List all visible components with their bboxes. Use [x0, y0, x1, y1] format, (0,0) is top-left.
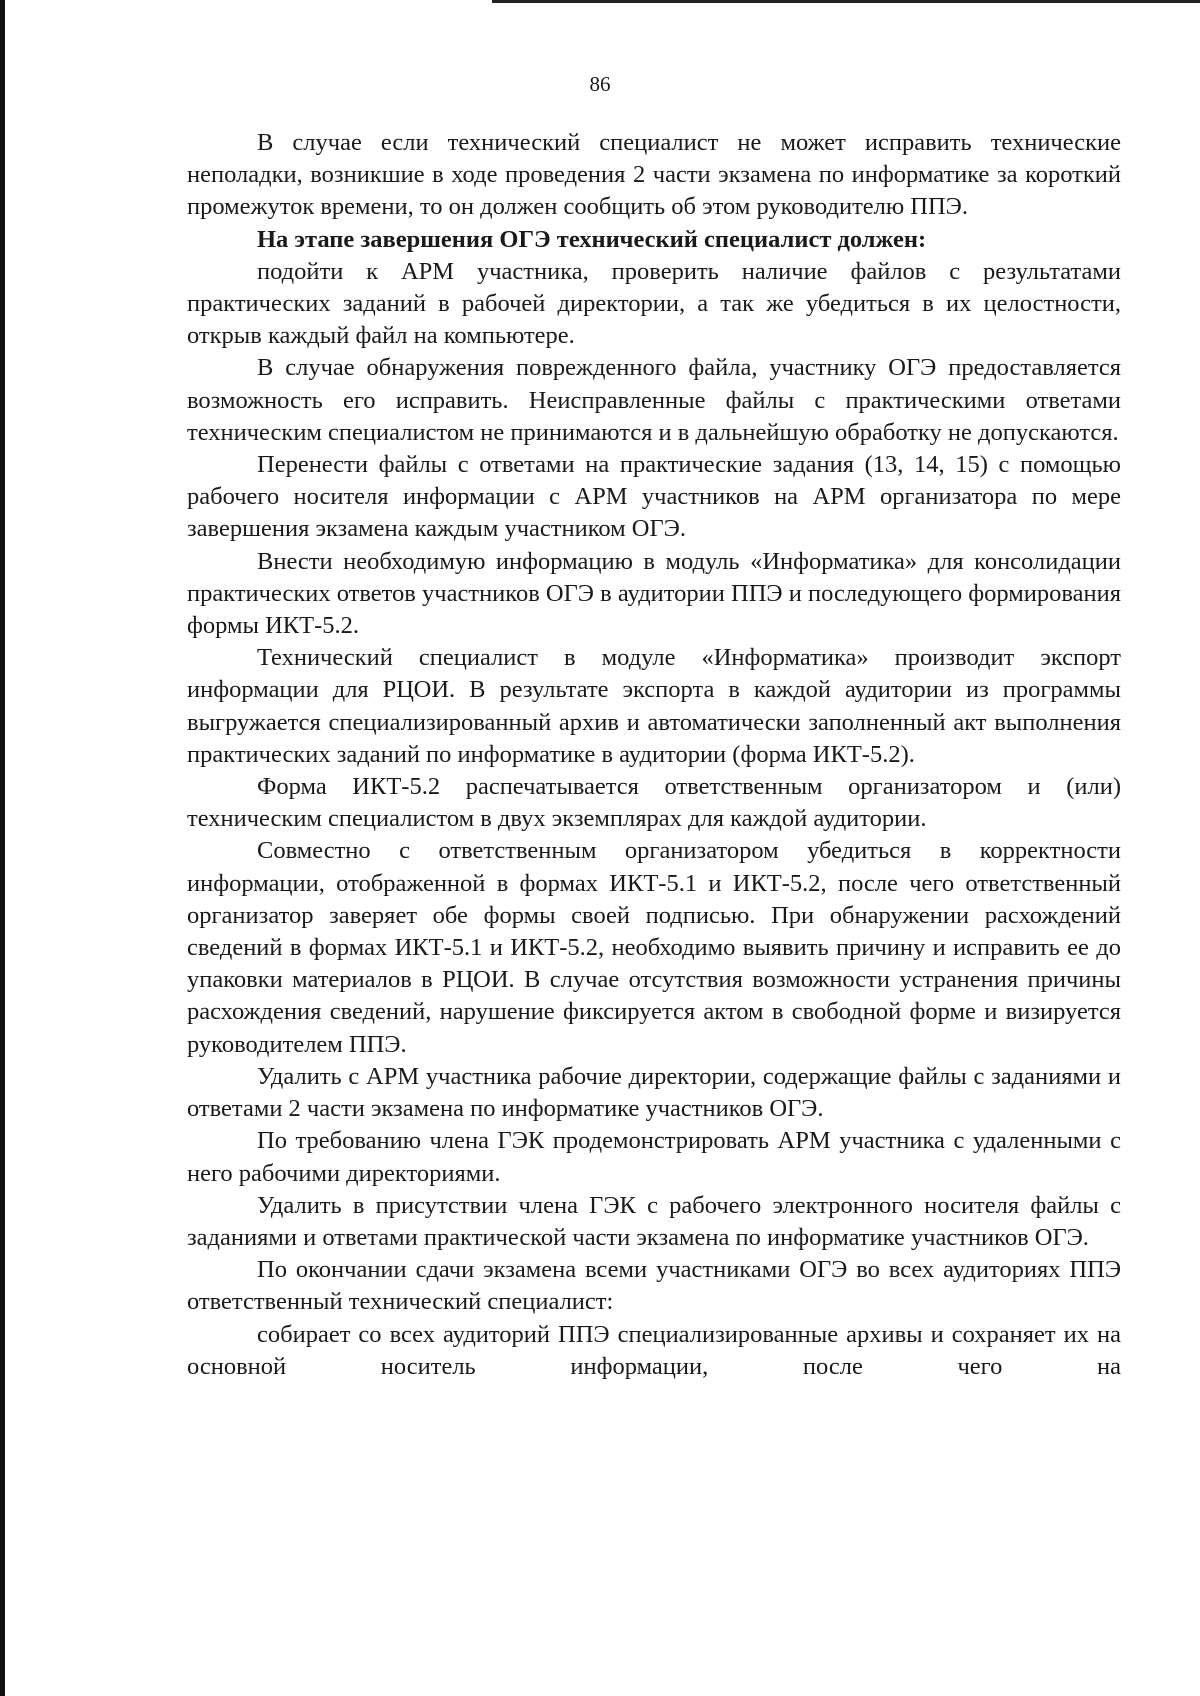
paragraph-export: Технический специалист в модуле «Информатика» производит экспорт информации для РЦОИ. В результате экспорта в каждой аудитории из программы выгружается специализированный архив и автоматически заполненный акт выполнения практических заданий по информатике в аудитории (форма ИКТ-5.2).: [187, 644, 1121, 768]
paragraph-delete-directories: Удалить с АРМ участника рабочие директории, содержащие файлы с заданиями и ответами 2 части экзамена по информатике участников ОГЭ.: [187, 1062, 1121, 1123]
paragraph-transfer-files: Перенести файлы с ответами на практические задания (13, 14, 15) с помощью рабочего носителя информации с АРМ участников на АРМ организатора по мере завершения экзамена каждым участником ОГЭ.: [187, 451, 1121, 543]
paragraph-collect-archives: собирает со всех аудиторий ППЭ специализированные архивы и сохраняет их на основной носитель информации, после чего на: [187, 1320, 1121, 1380]
section-heading-exam-completion: На этапе завершения ОГЭ технический специалист должен:: [257, 225, 927, 253]
paragraph-damaged-file: В случае обнаружения поврежденного файла, участнику ОГЭ предоставляется возможность его исправить. Неисправленные файлы с практическими ответами техническим специалистом не принимаются и в дальнейшую обработку не допускаются.: [187, 354, 1121, 446]
scan-top-border: [492, 0, 1200, 3]
page-number: 86: [589, 72, 611, 96]
paragraph-verify-forms: Совместно с ответственным организатором убедиться в корректности информации, отображенной в формах ИКТ-5.1 и ИКТ-5.2, после чего ответственный организатор заверяет обе формы своей подписью. При обнаружении расхождений сведений в формах ИКТ-5.1 и ИКТ-5.2, необходимо выявить причину и исправить ее до упаковки материалов в РЦОИ. В случае отсутствия возможности устранения причины расхождения сведений, нарушение фиксируется актом в свободной форме и визируется руководителем ППЭ.: [187, 837, 1121, 1058]
paragraph-after-exam: По окончании сдачи экзамена всеми участниками ОГЭ во всех аудиториях ППЭ ответственный технический специалист:: [187, 1256, 1121, 1316]
paragraph-demonstrate: По требованию члена ГЭК продемонстрировать АРМ участника с удаленными с него рабочими директориями.: [187, 1127, 1121, 1187]
scan-left-border: [0, 0, 5, 1696]
document-body: [187, 127, 1121, 1383]
paragraph-delete-from-media: Удалить в присутствии члена ГЭК с рабочего электронного носителя файлы с заданиями и ответами практической части экзамена по информатике участников ОГЭ.: [187, 1191, 1121, 1251]
paragraph-technical-issues: В случае если технический специалист не может исправить технические неполадки, возникшие в ходе проведения 2 части экзамена по информатике за короткий промежуток времени, то он должен сообщить об этом руководителю ППЭ.: [187, 129, 1121, 221]
paragraph-print-form: Форма ИКТ-5.2 распечатывается ответственным организатором и (или) техническим специалистом в двух экземплярах для каждой аудитории.: [187, 773, 1121, 833]
paragraph-check-files: подойти к АРМ участника, проверить наличие файлов с результатами практических заданий в рабочей директории, а так же убедиться в их целостности, открыв каждый файл на компьютере.: [187, 257, 1121, 350]
paragraph-enter-info: Внести необходимую информацию в модуль «Информатика» для консолидации практических ответов участников ОГЭ в аудитории ППЭ и последующего формирования формы ИКТ-5.2.: [187, 547, 1121, 640]
